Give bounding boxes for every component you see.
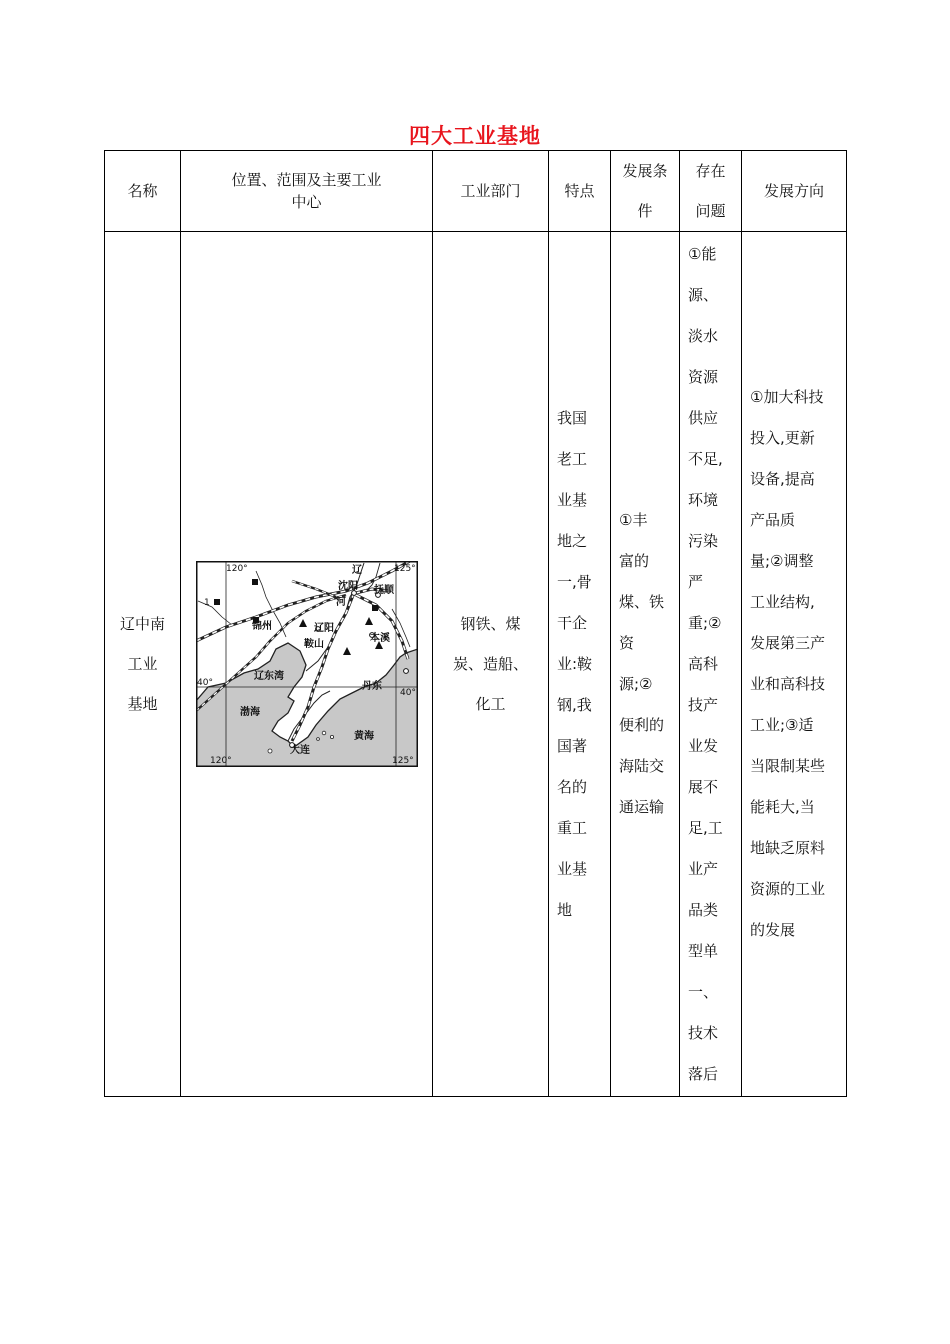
cell-line: 技术 <box>688 1024 719 1042</box>
header-location-line2: 中心 <box>291 193 322 211</box>
cell-features <box>549 232 611 1097</box>
cell-line: 展不 <box>688 778 719 796</box>
page-title: 四大工业基地 <box>409 123 541 148</box>
cell-line: 辽中南 <box>119 615 165 633</box>
cell-line: 严 <box>688 573 704 591</box>
header-problems-line1: 存在 <box>695 162 726 180</box>
cell-line: 业基 <box>557 490 588 509</box>
cell-problems <box>680 232 742 1097</box>
map-label-dandong: 丹东 <box>361 681 382 692</box>
cell-line: 型单 <box>688 942 719 960</box>
cell-line: 富的 <box>619 552 650 570</box>
cell-line: 便利的 <box>619 716 665 734</box>
cell-line: 一、 <box>688 983 719 1001</box>
cell-line: 国著 <box>557 736 588 755</box>
cell-line: 当限制某些 <box>750 757 826 775</box>
cell-line: 基地 <box>127 695 158 713</box>
cell-line: 资 <box>619 634 635 652</box>
cell-location-map <box>181 232 433 1097</box>
map-label-liao: 辽 <box>351 565 362 576</box>
cell-line: 供应 <box>688 409 719 427</box>
map-label-shenyang: 沈阳 <box>337 581 358 592</box>
liao-river <box>303 563 364 671</box>
cell-line: 量;②调整 <box>750 552 814 570</box>
header-name: 名称 <box>105 151 181 232</box>
cell-line: 的发展 <box>750 921 796 939</box>
map-label-benxi: 本溪 <box>369 633 390 644</box>
header-sectors: 工业部门 <box>433 151 549 232</box>
header-features: 特点 <box>549 151 611 232</box>
cell-line: 化工 <box>475 695 506 713</box>
cell-line: 工业 <box>127 655 158 673</box>
cell-line: 老工 <box>557 449 588 468</box>
map-label-lon125-bottom: 125° <box>391 756 414 766</box>
cell-line: 足,工 <box>688 819 723 837</box>
header-conditions-line1: 发展条 <box>622 162 668 180</box>
cell-line: 业发 <box>688 737 719 755</box>
cell-line: 品类 <box>688 901 719 919</box>
cell-line: 环境 <box>688 491 719 509</box>
map-label-fushun: 抚顺 <box>373 585 394 596</box>
cell-line: 煤、铁 <box>619 593 665 611</box>
cell-line: ①丰 <box>619 511 648 529</box>
cell-line: 通运输 <box>619 798 665 816</box>
map-label-dalian: 大连 <box>289 745 310 756</box>
cell-line: 业和高科技 <box>750 675 826 693</box>
cell-line: 炭、造船、 <box>452 655 528 673</box>
cell-line: 一,骨 <box>557 572 592 591</box>
cell-line: 地之 <box>557 531 588 550</box>
header-conditions-line2: 件 <box>637 202 653 220</box>
header-direction: 发展方向 <box>742 151 847 232</box>
cell-line: 地缺乏原料 <box>750 839 826 857</box>
map-label-jinzhou: 锦州 <box>251 621 272 632</box>
cell-conditions <box>611 232 680 1097</box>
cell-line: 源、 <box>688 286 719 304</box>
map-label-bohai: 渤海 <box>239 707 260 718</box>
cell-line: 海陆交 <box>619 757 665 775</box>
cell-line: 工业;③适 <box>750 716 814 734</box>
map-label-liaodongwan: 辽东湾 <box>253 671 284 682</box>
cell-line: 干企 <box>557 613 588 632</box>
map-label-lat40-right: 40° <box>399 688 416 698</box>
cell-line: 业基 <box>557 859 588 878</box>
map-label-huanghai: 黄海 <box>353 731 374 742</box>
table-row <box>105 232 847 1097</box>
cell-line: 发展第三产 <box>750 634 826 652</box>
header-location-line1: 位置、范围及主要工业 <box>231 171 382 189</box>
cell-line: 工业结构, <box>750 593 815 611</box>
liaozhongnan-map <box>196 561 418 767</box>
cell-line: ①能 <box>688 245 717 263</box>
header-problems-line2: 问题 <box>695 202 726 220</box>
cell-line: 污染 <box>688 532 719 550</box>
map-label-lon125-top: 125° <box>393 564 416 574</box>
map-label-liaoyang: 辽阳 <box>313 623 334 634</box>
header-conditions <box>611 151 680 232</box>
cell-sectors <box>433 232 549 1097</box>
map-label-lon120-top: 120° <box>225 564 248 574</box>
map-label-lon120-bottom: 120° <box>209 756 232 766</box>
cell-line: 重;② <box>688 614 722 632</box>
cell-line: 钢,我 <box>557 695 592 714</box>
cell-line: ①加大科技 <box>750 388 824 406</box>
cell-line: 我国 <box>557 408 588 427</box>
cell-line: 设备,提高 <box>750 470 815 488</box>
cell-line: 名的 <box>557 777 588 796</box>
industrial-base-table <box>104 150 847 1097</box>
cell-line: 不足, <box>688 450 723 468</box>
cell-line: 业产 <box>688 860 719 878</box>
header-problems <box>680 151 742 232</box>
header-row <box>105 151 847 232</box>
cell-line: 落后 <box>688 1065 719 1083</box>
map-label-he: 河 <box>335 597 346 608</box>
cell-line: 钢铁、煤 <box>460 615 521 633</box>
cell-line: 技产 <box>688 696 719 714</box>
cell-line: 业:鞍 <box>557 654 593 673</box>
cell-line: 地 <box>557 900 573 919</box>
cell-line: 淡水 <box>688 327 719 345</box>
cell-line: 资源 <box>688 368 719 386</box>
cell-direction <box>742 232 847 1097</box>
cell-line: 产品质 <box>750 511 796 529</box>
cell-line: 投入,更新 <box>750 429 815 447</box>
map-label-lat40-left: 40° <box>196 678 213 688</box>
cell-name <box>105 232 181 1097</box>
cell-line: 重工 <box>557 818 588 837</box>
header-location <box>181 151 433 232</box>
map-label-anshan: 鞍山 <box>303 639 324 650</box>
cell-line: 能耗大,当 <box>750 798 815 816</box>
cell-line: 资源的工业 <box>750 880 826 898</box>
cell-line: 源;② <box>619 675 653 693</box>
map-label-one: 1 <box>203 598 210 608</box>
cell-line: 高科 <box>688 655 719 673</box>
